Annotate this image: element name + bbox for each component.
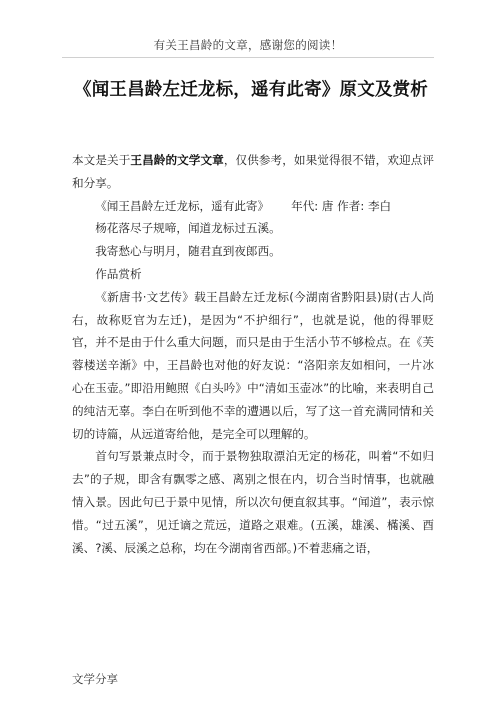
page-footer-note: 文学分享 [72,672,118,686]
poem-line-2: 我寄愁心与明月，随君直到夜郎西。 [95,244,281,259]
poem-meta: 年代: 唐 作者: 李白 [291,198,392,213]
document-body [72,149,434,559]
intro-bold-text: 王昌龄的文学文章 [130,153,224,167]
intro-suffix: ，仅供参考，如果觉得很不错，欢迎点评和分享。 [72,153,434,190]
intro-prefix: 本文是关于 [72,153,131,167]
poem-line-1: 杨花落尽子规啼，闻道龙标过五溪。 [95,221,281,236]
page-header-note: 有关王昌龄的文章，感谢您的阅读！ [153,38,343,52]
poem-title: 《闻王昌龄左迁龙标，遥有此寄》 [95,198,270,213]
document-title: 《闻王昌龄左迁龙标，遥有此寄》原文及赏析 [74,80,428,100]
header-divider [62,57,434,58]
poem-title-line [72,195,434,218]
intro-paragraph [72,149,434,195]
appreciation-paragraph-1: 《新唐书·文艺传》载王昌龄左迁龙标(今湖南省黔阳县)尉(古人尚右，故称贬官为左迁)，是因为“不护细行”，也就是说，他的得罪贬官，并不是由于什么重大问题，而只是由于生活小节不够检点。在《芙蓉楼送辛渐》中，王昌龄也对他的好友说：“洛阳亲友如相问，一片冰心在玉壶。”即沿用鲍照《白头吟》中“清如玉壶冰”的比喻，来表明自己的纯洁无辜。李白在听到他不幸的遭遇以后，写了这一首充满同情和关切的诗篇，从远道寄给他，是完全可以理解的。 [72,289,434,441]
appreciation-heading: 作品赏析 [95,266,142,281]
appreciation-paragraph-2: 首句写景兼点时令，而于景物独取漂泊无定的杨花，叫着“不如归去”的子规，即含有飘零之感、离别之恨在内，切合当时情事，也就融情入景。因此句已于景中见情，所以次句便直叙其事。“闻道”，表示惊惜。“过五溪”，见迁谪之荒远，道路之艰难。(五溪，雄溪、樠溪、酉溪、?溪、辰溪之总称，均在今湖南省西部。)不着悲痛之语， [72,449,434,555]
